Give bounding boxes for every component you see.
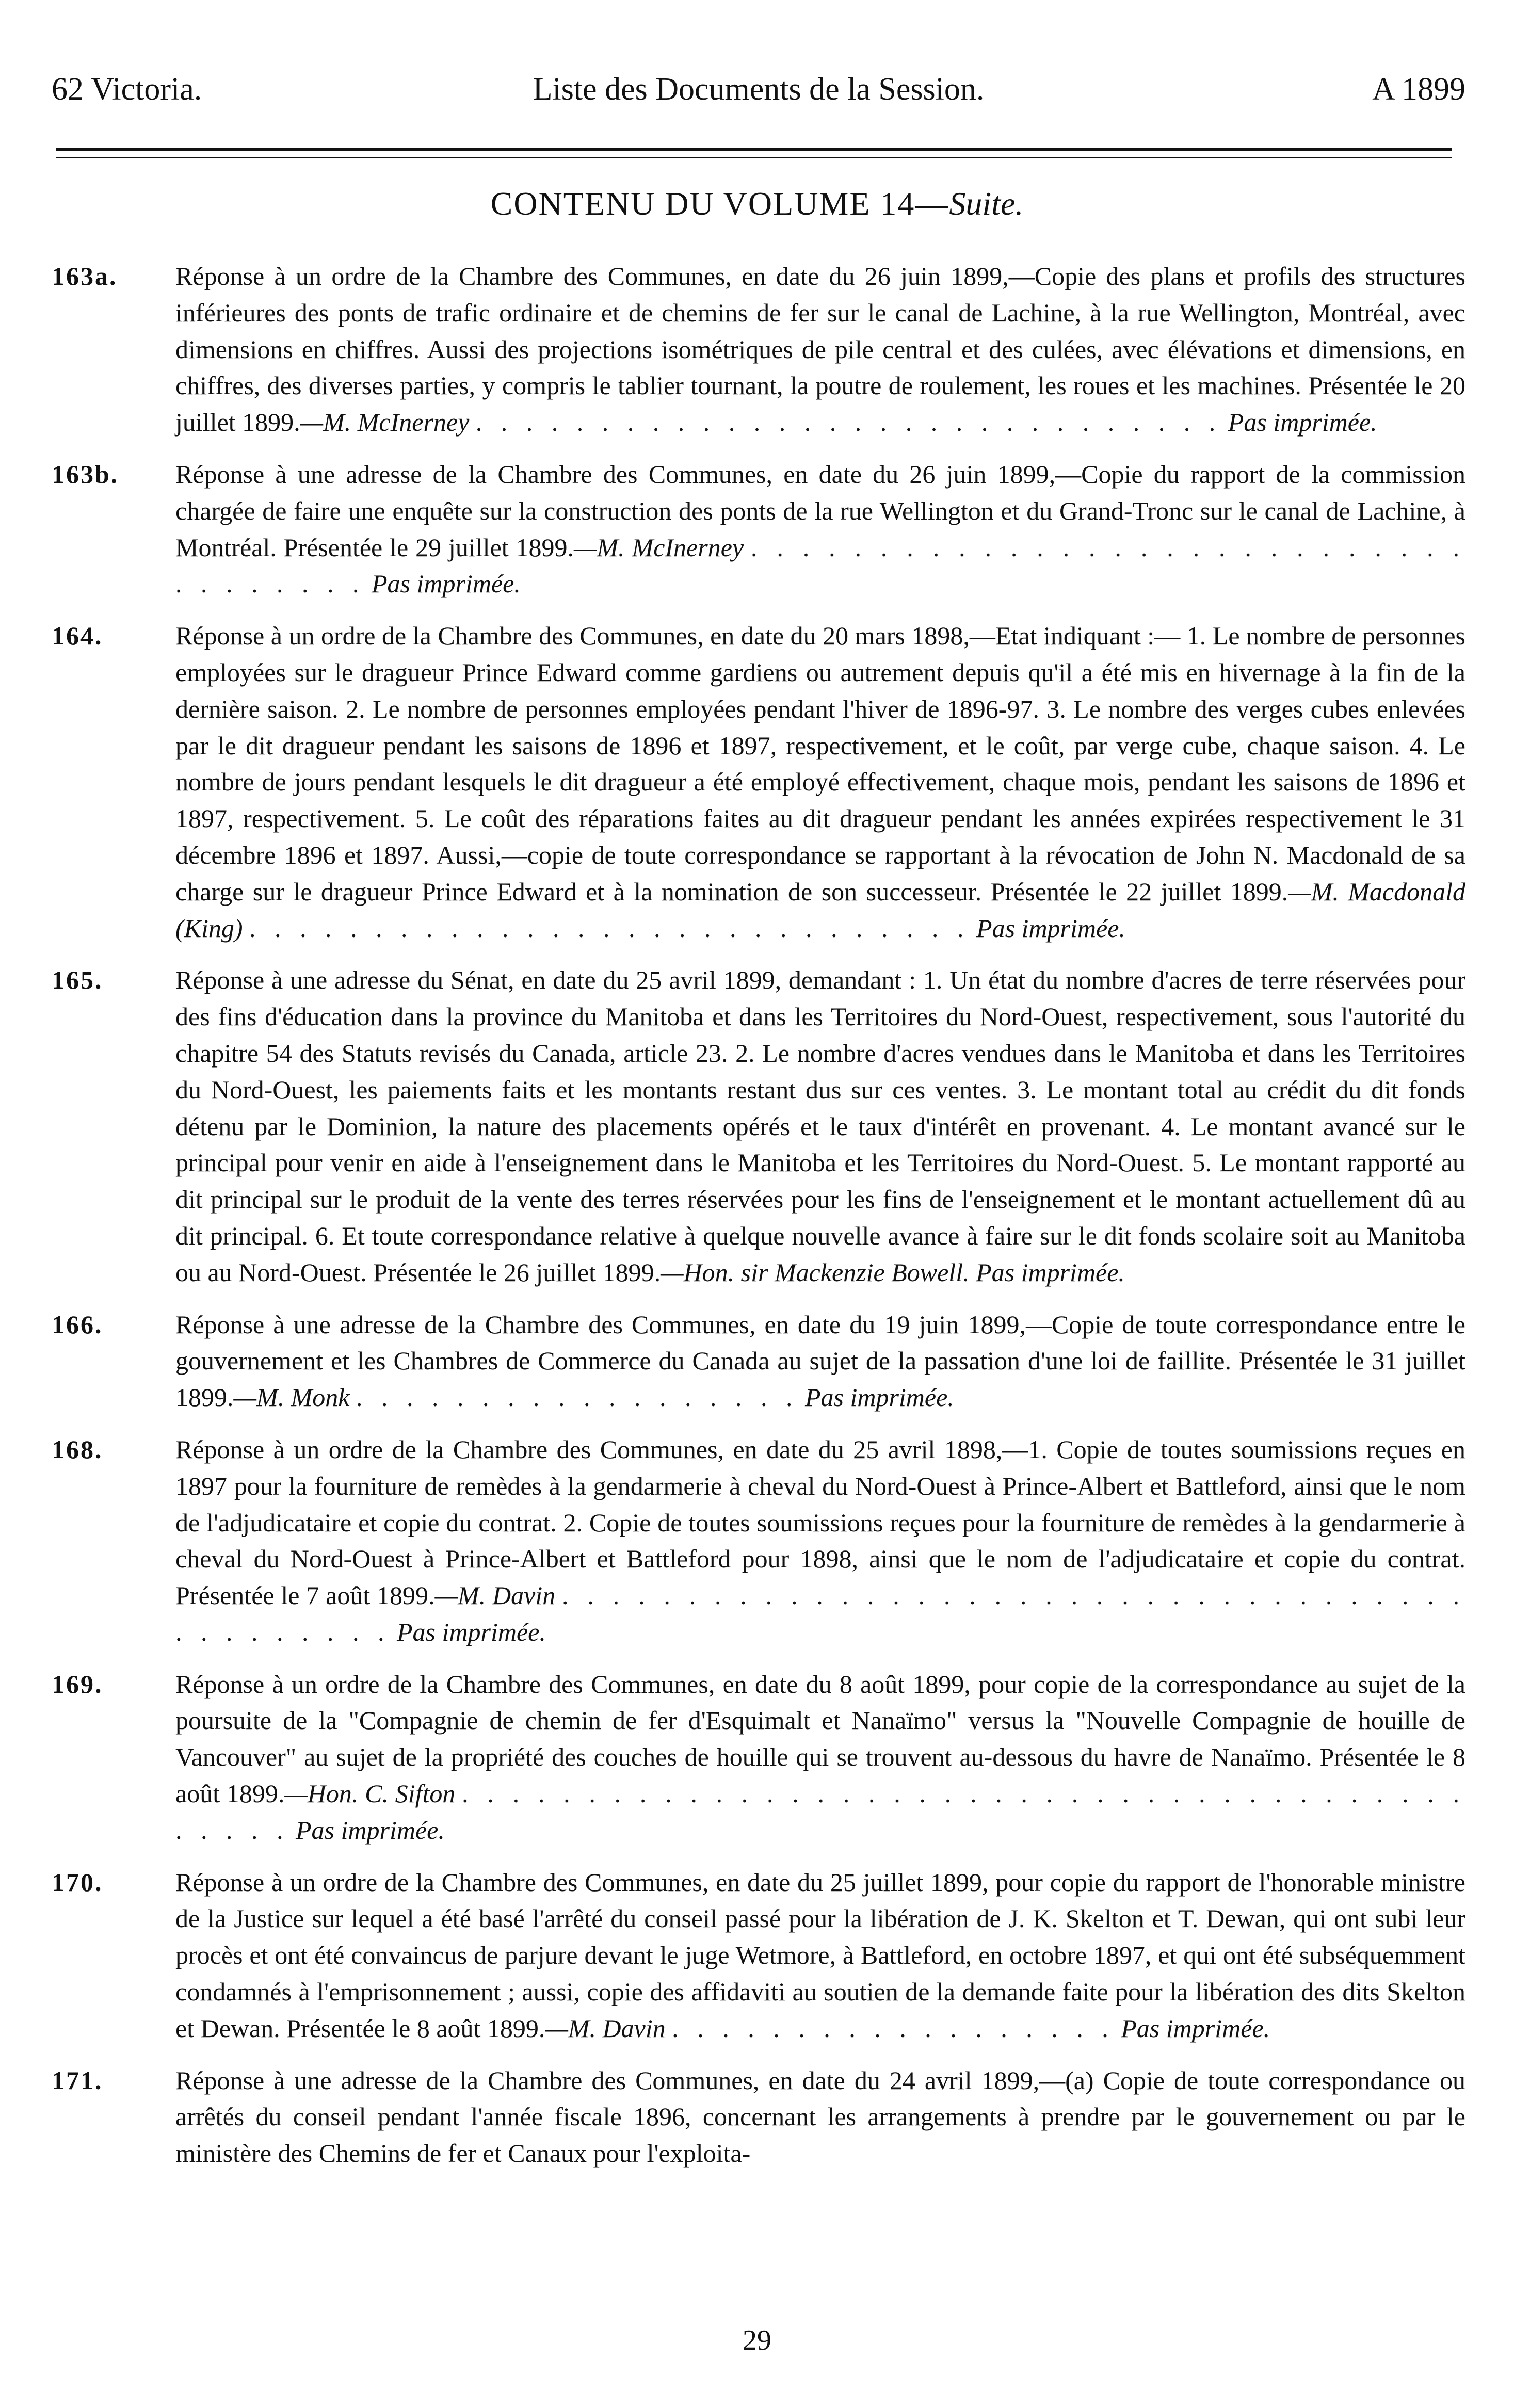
entry-mover: —M. McInerney [300,408,470,437]
entry-status: Pas imprimée. [804,1383,954,1412]
entry-text-block [175,258,1465,441]
entry-status: Pas imprimée. [1228,408,1377,437]
entry-169 [52,1666,1465,1849]
entry-mover: —M. Macdonald (King) [175,877,1466,943]
entry-text-block [175,618,1465,946]
dot-leader: . . . . . . . . . . . . . . . . . . . . . . . . . . . . . . . . . . . . [175,532,1466,599]
entry-text: Réponse à une adresse du Sénat, en date du 25 avril 1899, demandant : 1. Un état du nombre d'acres de terre réservées pour des fins d'éducation dans la province du Manitoba et dans les Territoires du Nord-Ouest, respectivement, sous l'autorité du chapitre 54 des Statuts revisés du Canada, article 23. 2. Le nombre d'acres vendues dans le Manitoba et dans les Territoires du Nord-Ouest, les paiements faits et les montants restant dus sur ces ventes. 3. Le montant total au crédit du dit fonds détenu par le Dominion, la nature des placements opérés et le taux d'intérêt en provenant. 4. Le montant avancé sur le principal pour venir en aide à l'enseignement dans le Manitoba et les Territoires du Nord-Ouest. 5. Le montant rapporté au dit principal sur le produit de la vente des terres réservées pour les fins de l'enseignement et le montant actuellement dû au dit principal. 6. Et toute correspondance relative à quelque nouvelle avance à faire sur le dit fonds scolaire soit au Manitoba ou au Nord-Ouest. Présentée le 26 juillet 1899. [175,965,1465,1287]
running-title: Liste des Documents de la Session. [533,72,985,107]
entry-text: Réponse à une adresse de la Chambre des Communes, en date du 24 avril 1899,—(a) Copie de toute correspondance ou arrêtés du conseil pendant l'année fiscale 1896, concernant les arrangements à prendre par le gouvernement ou par le ministère des Chemins de fer et Canaux pour l'exploita- [175,2065,1465,2168]
entry-number: 168. [52,1434,103,1464]
entry-mover: —M. Davin [434,1581,556,1610]
entry-168 [52,1431,1465,1651]
session-label: 62 Victoria. [52,72,202,107]
entry-number: 169. [52,1669,103,1699]
entry-number: 163a. [52,262,118,290]
entry-text-block [175,456,1465,602]
entry-170 [52,1864,1465,2047]
entry-number: 164. [52,621,103,651]
entry-text-block [175,962,1465,1290]
running-header [52,66,1465,112]
entry-text: Réponse à un ordre de la Chambre des Communes, en date du 8 août 1899, pour copie de la correspondance au sujet de la poursuite de la "Compagnie de chemin de fer d'Esquimalt et Nanaïmo" versus la "Nouvelle Compagnie de houille de Vancouver" au sujet de la propriété des couches de houille qui se trouvent au-dessous du havre de Nanaïmo. Présentée le 8 août 1899. [175,1669,1465,1808]
entry-171 [52,2062,1465,2172]
entry-status: Pas imprimée. [976,1257,1125,1287]
entry-mover: —Hon. sir Mackenzie Bowell. [661,1257,970,1287]
volume-title-main: CONTENU DU VOLUME 14— [490,185,949,222]
year-label: A 1899 [1372,72,1465,107]
document-list [52,258,1465,2187]
entry-text: Réponse à une adresse de la Chambre des Communes, en date du 26 juin 1899,—Copie du rapport de la commission chargée de faire une enquête sur la construction des ponts de la rue Wellington et du Grand-Tronc sur le canal de Lachine, à Montréal. Présentée le 29 juillet 1899. [175,459,1465,562]
entry-text-block [175,1431,1465,1651]
entry-status: Pas imprimée. [397,1617,546,1646]
entry-text-block [175,1666,1465,1849]
entry-status: Pas imprimée. [976,913,1125,943]
dot-leader: . . . . . . . . . . . . . . . . . . . . . . . . . . . . . . . . . . . . . . . . . . . . . [175,1779,1466,1845]
entry-text: Réponse à un ordre de la Chambre des Communes, en date du 20 mars 1898,—Etat indiquant :— 1. Le nombre de personnes employées sur le dragueur Prince Edward comme gardiens ou autrement depuis qu'il a été mis en hivernage à la fin de la dernière saison. 2. Le nombre de personnes employées pendant l'hiver de 1896-97. 3. Le nombre des verges cubes enlevées par le dit dragueur pendant les saisons de 1896 et 1897, respectivement, et le coût, par verge cube, chaque saison. 4. Le nombre de jours pendant lesquels le dit dragueur a été employé effectivement, chaque mois, pendant les saisons de 1896 et 1897, respectivement. 5. Le coût des réparations faites au dit dragueur pendant les années expirées respectivement le 31 décembre 1896 et 1897. Aussi,—copie de toute correspondance se rapportant à la révocation de John N. Macdonald de sa charge sur le dragueur Prince Edward et à la nomination de son successeur. Présentée le 22 juillet 1899. [175,621,1465,906]
entry-text: Réponse à une adresse de la Chambre des Communes, en date du 19 juin 1899,—Copie de toute correspondance entre le gouvernement et les Chambres de Commerce du Canada au sujet de la passation d'une loi de faillite. Présentée le 31 juillet 1899. [175,1310,1465,1412]
volume-title-suite: Suite. [949,185,1024,222]
entry-number: 165. [52,965,103,995]
entry-163b [52,456,1465,602]
entry-number: 163b. [52,459,119,489]
volume-title [0,181,1514,227]
entry-mover: —M. Monk [233,1383,350,1412]
entry-text-block [175,1306,1465,1416]
entry-165 [52,962,1465,1290]
header-rule-thin [56,157,1452,158]
entry-mover: —M. McInerney [574,532,744,562]
dot-leader: . . . . . . . . . . . . . . . . . . . . . . . . . . . . . [249,913,970,943]
dot-leader: . . . . . . . . . . . . . . . . . . . . . . . . . . . . . . . . . . . . . . . . . . . . . [175,1581,1466,1646]
entry-164 [52,618,1465,946]
entry-text: Réponse à un ordre de la Chambre des Communes, en date du 25 juillet 1899, pour copie du rapport de l'honorable ministre de la Justice sur lequel a été basé l'arrêté du conseil passé pour la libération de J. K. Skelton et T. Dewan, qui ont subi leur procès et ont été convaincus de parjure devant le juge Wetmore, à Battleford, en octobre 1897, et qui ont été subséquemment condamnés à l'emprisonnement ; aussi, copie des affidaviti au soutien de la demande faite pour la libération des dits Skelton et Dewan. Présentée le 8 août 1899. [175,1867,1465,2043]
entry-number: 170. [52,1867,103,1897]
entry-mover: —Hon. C. Sifton [284,1779,456,1808]
entry-166 [52,1306,1465,1416]
entry-text-block [175,1864,1465,2047]
entry-status: Pas imprimée. [1121,2013,1270,2043]
header-rule-thick [56,148,1452,151]
entry-number: 171. [52,2065,103,2095]
entry-mover: —M. Davin [545,2013,666,2043]
entry-text: Réponse à un ordre de la Chambre des Communes, en date du 26 juin 1899,—Copie des plans et profils des structures inférieures des ponts de trafic ordinaire et de chemins de fer sur le canal de Lachine, à la rue Wellington, Montréal, avec dimensions en chiffres. Aussi des projections isométriques de pile central et des culées, avec élévations et dimensions, en chiffres, des diverses parties, y compris le tablier tournant, la poutre de roulement, les roues et les machines. Présentée le 20 juillet 1899. [175,262,1465,437]
dot-leader: . . . . . . . . . . . . . . . . . . . . . . . . . . . . . . [475,408,1222,437]
dot-leader: . . . . . . . . . . . . . . . . . . [356,1383,799,1412]
entry-163a [52,258,1465,441]
entry-status: Pas imprimée. [372,569,521,599]
dot-leader: . . . . . . . . . . . . . . . . . . [672,2013,1115,2043]
page-number: 29 [743,2324,771,2356]
entry-status: Pas imprimée. [296,1815,445,1845]
entry-text-block [175,2062,1465,2172]
entry-number: 166. [52,1310,103,1339]
entry-text: Réponse à un ordre de la Chambre des Communes, en date du 25 avril 1898,—1. Copie de toutes soumissions reçues en 1897 pour la fourniture de remèdes à la gendarmerie à cheval du Nord-Ouest à Prince-Albert et Battleford, ainsi que le nom de l'adjudicataire et copie du contrat. 2. Copie de toutes soumissions reçues pour la fourniture de remèdes à la gendarmerie à cheval du Nord-Ouest à Prince-Albert et Battleford pour 1898, ainsi que le nom de l'adjudicataire et copie du contrat. Présentée le 7 août 1899. [175,1434,1465,1610]
